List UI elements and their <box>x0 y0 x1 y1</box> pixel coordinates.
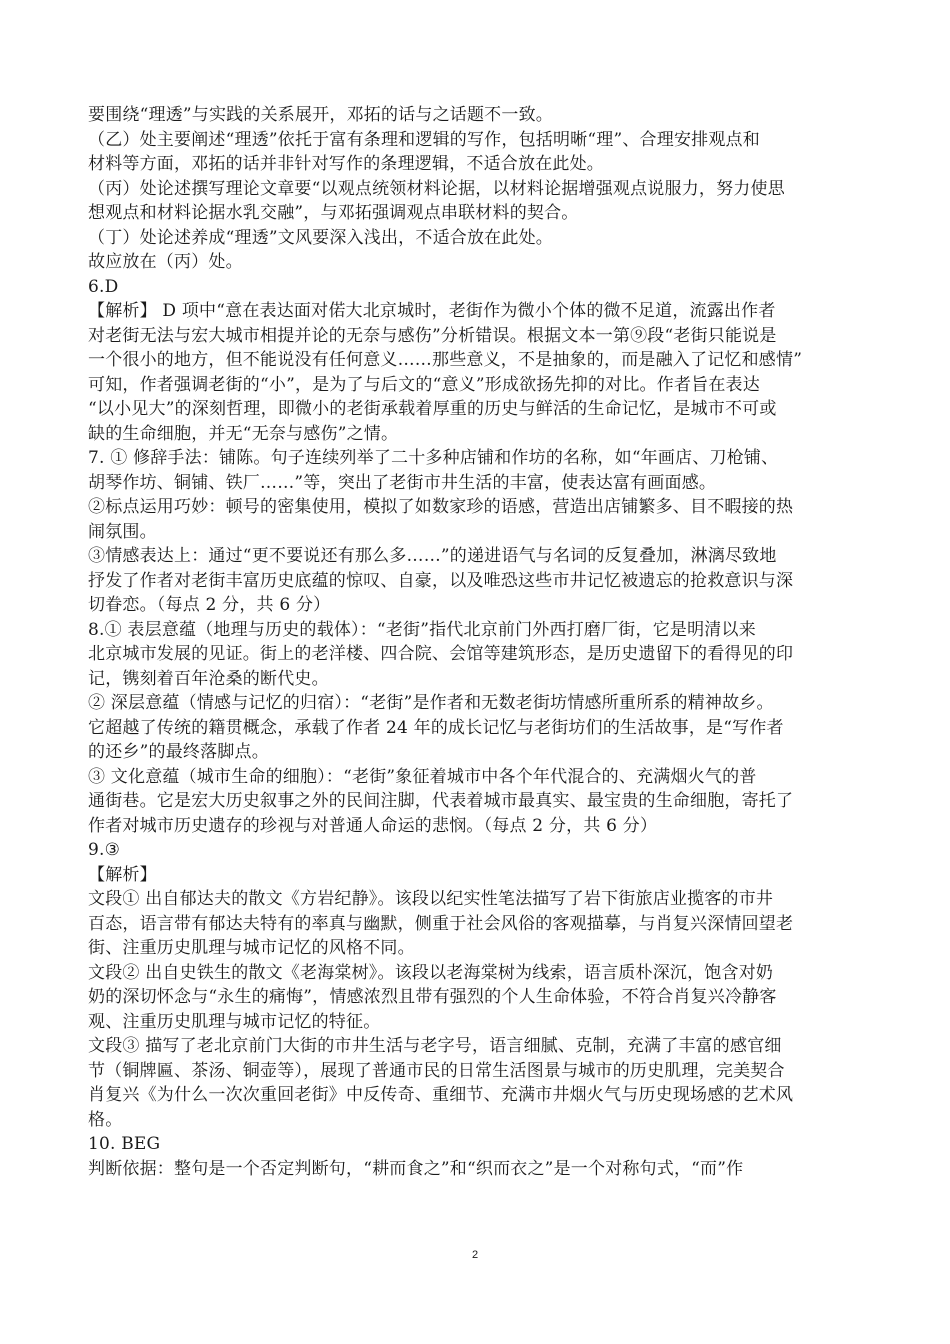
text-line: “以小见大”的深刻哲理，即微小的老街承载着厚重的历史与鲜活的生命记忆，是城市不可或 <box>88 399 777 419</box>
text-line: 8.① 表层意蕴（地理与历史的载体）：“老街”指代北京前门外西打磨厂街，它是明清以来 <box>88 619 756 640</box>
text-line: 胡琴作坊、铜铺、铁厂……”等，突出了老街市井生活的丰富，使表达富有画面感。 <box>88 472 717 493</box>
page-number: 2 <box>471 1249 479 1261</box>
text-line: ② 深层意蕴（情感与记忆的归宿）：“老街”是作者和无数老街坊情感所重所系的精神故乡。 <box>88 693 774 713</box>
text-line: 【解析】 D 项中“意在表达面对偌大北京城时，老街作为微小个体的微不足道，流露出作者 <box>88 301 776 321</box>
text-line: 北京城市发展的见证。街上的老洋楼、四合院、会馆等建筑形态，是历史遗留下的看得见的印 <box>88 644 794 664</box>
text-line: 对老街无法与宏大城市相提并论的无奈与感伤”分析错误。根据文本一第⑨段“老街只能说是 <box>88 325 777 346</box>
text-line: 6.D <box>88 276 119 297</box>
text-line: 的还乡”的最终落脚点。 <box>88 742 269 762</box>
text-line: 闹氛围。 <box>88 521 157 542</box>
text-line: 节（铜牌匾、茶汤、铜壶等），展现了普通市民的日常生活图景与城市的历史肌理，完美契合 <box>88 1060 785 1081</box>
text-line: ③ 文化意蕴（城市生命的细胞）：“老街”象征着城市中各个年代混合的、充满烟火气的普 <box>88 766 757 787</box>
text-line: 观、注重历史肌理与城市记忆的特征。 <box>88 1011 381 1032</box>
text-line: 要围绕“理透”与实践的关系展开，邓拓的话与之话题不一致。 <box>88 105 553 125</box>
text-line: ③情感表达上：通过“更不要说还有那么多……”的递进语气与名词的反复叠加，淋漓尽致地 <box>88 546 777 566</box>
text-line: 材料等方面，邓拓的话并非针对写作的条理逻辑，不适合放在此处。 <box>88 154 604 174</box>
text-line: 它超越了传统的籍贯概念，承载了作者 24 年的成长记忆与老街坊们的生活故事，是“写作者 <box>88 717 784 738</box>
text-line: 想观点和材料论据水乳交融”，与邓拓强调观点串联材料的契合。 <box>88 203 579 223</box>
text-line: 9.③ <box>88 840 121 860</box>
text-line: 文段① 出自郁达夫的散文《方岩纪静》。该段以纪实性笔法描写了岩下街旅店业揽客的市井 <box>88 889 774 909</box>
text-line: 可知，作者强调老街的“小”，是为了与后文的“意义”形成欲扬先抑的对比。作者旨在表达 <box>88 374 760 395</box>
text-line: 文段③ 描写了老北京前门大街的市井生活与老字号，语言细腻、克制，充满了丰富的感官细 <box>88 1036 782 1056</box>
text-line: 抒发了作者对老街丰富历史底蕴的惊叹、自豪，以及唯恐这些市井记忆被遗忘的抢救意识与深 <box>88 570 794 591</box>
text-line: 肖复兴《为什么一次次重回老街》中反传奇、重细节、充满市井烟火气与历史现场感的艺术风 <box>88 1085 794 1105</box>
text-line: ②标点运用巧妙：顿号的密集使用，模拟了如数家珍的语感，营造出店铺繁多、目不暇接的热 <box>88 497 794 517</box>
text-line: 判断依据：整句是一个否定判断句，“耕而食之”和“织而衣之”是一个对称句式，“而”作 <box>88 1158 744 1179</box>
document-body <box>88 103 868 1181</box>
text-line: 一个很小的地方，但不能说没有任何意义……那些意义，不是抽象的，而是融入了记忆和感情” <box>88 350 803 370</box>
text-line: 格。 <box>88 1109 123 1130</box>
text-line: 记，镌刻着百年沧桑的断代史。 <box>88 668 329 689</box>
text-line: 奶的深切怀念与“永生的痛悔”，情感浓烈且带有强烈的个人生命体验，不符合肖复兴冷静客 <box>88 987 777 1007</box>
text-line: 作者对城市历史遗存的珍视与对普通人命运的悲悯。（每点 2 分，共 6 分） <box>88 815 658 836</box>
text-line: 缺的生命细胞，并无“无奈与感伤”之情。 <box>88 423 399 444</box>
text-line: 文段② 出自史铁生的散文《老海棠树》。该段以老海棠树为线索，语言质朴深沉，饱含对奶 <box>88 962 774 983</box>
text-line: （丙）处论述撰写理论文章要“以观点统领材料论据，以材料论据增强观点说服力，努力使思 <box>88 178 785 199</box>
text-line: 10. BEG <box>88 1134 161 1154</box>
text-line: （丁）处论述养成“理透”文风要深入浅出，不适合放在此处。 <box>88 227 553 248</box>
text-line: 7. ① 修辞手法：铺陈。句子连续列举了二十多种店铺和作坊的名称，如“年画店、刀枪铺、 <box>88 448 779 468</box>
text-line: 切眷恋。（每点 2 分，共 6 分） <box>88 595 331 615</box>
text-line: （乙）处主要阐述“理透”依托于富有条理和逻辑的写作，包括明晰“理”、合理安排观点和 <box>88 129 760 150</box>
text-line: 百态，语言带有郁达夫特有的率真与幽默，侧重于社会风俗的客观描摹，与肖复兴深情回望老 <box>88 913 794 934</box>
text-line: 街、注重历史肌理与城市记忆的风格不同。 <box>88 938 415 958</box>
text-line: 通街巷。它是宏大历史叙事之外的民间注脚，代表着城市最真实、最宝贵的生命细胞，寄托了 <box>88 791 794 811</box>
text-line: 故应放在（丙）处。 <box>88 252 243 272</box>
text-line: 【解析】 <box>88 864 157 885</box>
